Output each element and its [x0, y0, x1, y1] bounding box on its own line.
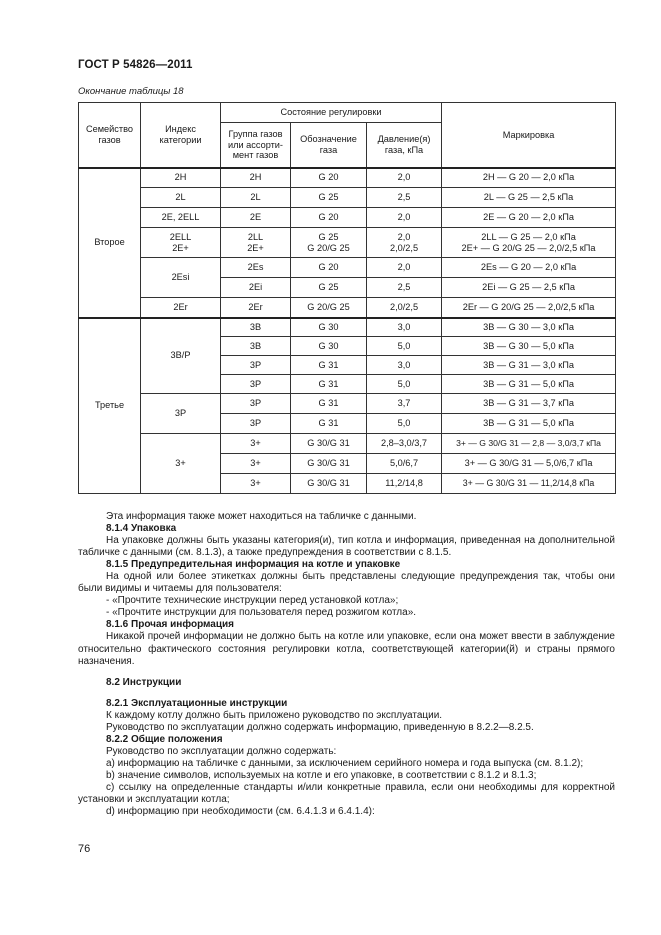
cell-pressure: 2,0: [367, 168, 442, 188]
header-pressure: Давление(я) газа, кПа: [367, 123, 442, 168]
cell-gas: G 20: [291, 208, 367, 228]
cell-pressure: 5,0: [367, 337, 442, 356]
cell-pressure: 2,0 2,0/2,5: [367, 228, 442, 258]
header-family: Семейство газов: [79, 103, 141, 168]
cell-marking: 3+ — G 30/G 31 — 11,2/14,8 кПа: [442, 474, 616, 494]
cell-marking: 3B — G 30 — 3,0 кПа: [442, 318, 616, 337]
cell-marking: 2Es — G 20 — 2,0 кПа: [442, 258, 616, 278]
cell-index: 2Er: [141, 298, 221, 318]
cell-index: 3+: [141, 434, 221, 494]
header-state: Состояние регулировки: [221, 103, 442, 123]
cell-gas: G 30: [291, 337, 367, 356]
cell-pressure: 2,0: [367, 258, 442, 278]
cell-gas: G 20: [291, 258, 367, 278]
section-heading-8-1-5: 8.1.5 Предупредительная информация на котле и упаковке: [106, 559, 401, 571]
cell-group: 3+: [221, 454, 291, 474]
cell-marking: 3+ — G 30/G 31 — 5,0/6,7 кПа: [442, 454, 616, 474]
list-item: - «Прочтите инструкции для пользователя перед розжигом котла».: [106, 607, 417, 619]
cell-index: 2Esi: [141, 258, 221, 298]
cell-group: 3P: [221, 375, 291, 394]
cell-pressure: 3,0: [367, 318, 442, 337]
cell-gas: G 31: [291, 394, 367, 414]
family-third: Третье: [79, 318, 141, 494]
cell-index: 3P: [141, 394, 221, 434]
cell-pressure: 2,5: [367, 278, 442, 298]
paragraph: Никакой прочей информации не должно быть на котле или упаковке, если она может ввести в заблуждение относительно фактического состояния регулировки котла, соответствующей категории(й) и страны прямого назначения.: [78, 631, 615, 667]
list-item: - «Прочтите технические инструкции перед установкой котла»;: [106, 595, 399, 607]
cell-index: 3B/P: [141, 318, 221, 394]
table-caption: Окончание таблицы 18: [78, 86, 184, 97]
cell-gas: G 31: [291, 414, 367, 434]
family-second: Второе: [79, 168, 141, 318]
cell-pressure: 5,0/6,7: [367, 454, 442, 474]
cell-marking: 3B — G 31 — 5,0 кПа: [442, 414, 616, 434]
cell-group: 2H: [221, 168, 291, 188]
cell-marking: 2Er — G 20/G 25 — 2,0/2,5 кПа: [442, 298, 616, 318]
cell-group: 3B: [221, 337, 291, 356]
header-group: Группа газов или ассорти-мент газов: [221, 123, 291, 168]
cell-group: 3P: [221, 356, 291, 375]
cell-index: 2H: [141, 168, 221, 188]
table-18: [78, 102, 616, 494]
list-item: b) значение символов, используемых на котле и его упаковке, в соответствии с 8.1.2 и 8.1.3;: [106, 769, 537, 781]
cell-group: 2L: [221, 188, 291, 208]
cell-pressure: 2,0/2,5: [367, 298, 442, 318]
cell-gas: G 31: [291, 356, 367, 375]
cell-gas: G 30/G 31: [291, 474, 367, 494]
cell-pressure: 2,5: [367, 188, 442, 208]
cell-pressure: 11,2/14,8: [367, 474, 442, 494]
cell-group: 3P: [221, 414, 291, 434]
cell-gas: G 25: [291, 188, 367, 208]
cell-gas: G 25: [291, 278, 367, 298]
paragraph: К каждому котлу должно быть приложено руководство по эксплуатации.: [106, 709, 443, 721]
section-heading-8-1-4: 8.1.4 Упаковка: [106, 523, 177, 535]
cell-marking: 3B — G 31 — 5,0 кПа: [442, 375, 616, 394]
cell-index: 2L: [141, 188, 221, 208]
cell-pressure: 3,0: [367, 356, 442, 375]
cell-gas: G 20/G 25: [291, 298, 367, 318]
document-id: ГОСТ Р 54826—2011: [78, 59, 193, 71]
list-item: d) информацию при необходимости (см. 6.4.1.3 и 6.4.1.4):: [106, 806, 375, 818]
cell-group: 3P: [221, 394, 291, 414]
cell-pressure: 5,0: [367, 375, 442, 394]
cell-group: 3+: [221, 474, 291, 494]
cell-group: 3B: [221, 318, 291, 337]
page-number: 76: [78, 843, 91, 855]
paragraph: На упаковке должны быть указаны категория(и), тип котла и информация, приведенная на дополнительной табличке с данными (см. 8.1.3), а также предупреждения в соответствии с 8.1.5.: [78, 535, 615, 559]
paragraph: Руководство по эксплуатации должно содержать:: [106, 745, 337, 757]
cell-index: 2E, 2ELL: [141, 208, 221, 228]
paragraph: На одной или более этикетках должны быть представлены следующие предупреждения так, чтобы они были видимы и читаемы для пользователя:: [78, 571, 615, 595]
cell-gas: G 30/G 31: [291, 434, 367, 454]
cell-marking: 3+ — G 30/G 31 — 2,8 — 3,0/3,7 кПа: [442, 434, 616, 454]
cell-gas: G 30: [291, 318, 367, 337]
cell-pressure: 2,0: [367, 208, 442, 228]
section-heading-8-1-6: 8.1.6 Прочая информация: [106, 619, 235, 631]
header-index: Индекс категории: [141, 103, 221, 168]
cell-pressure: 2,8–3,0/3,7: [367, 434, 442, 454]
cell-group: 2Er: [221, 298, 291, 318]
list-item: c) ссылку на определенные стандарты и/или конкретные правила, если они необходимы для корректной установки и эксплуатации котла;: [78, 781, 615, 806]
section-heading-8-2: 8.2 Инструкции: [106, 676, 182, 688]
cell-group: 2LL 2E+: [221, 228, 291, 258]
cell-marking: 3B — G 30 — 5,0 кПа: [442, 337, 616, 356]
cell-marking: 3B — G 31 — 3,0 кПа: [442, 356, 616, 375]
cell-group: 2E: [221, 208, 291, 228]
cell-marking: 3B — G 31 — 3,7 кПа: [442, 394, 616, 414]
cell-group: 2Ei: [221, 278, 291, 298]
header-marking: Маркировка: [442, 103, 616, 168]
cell-marking: 2H — G 20 — 2,0 кПа: [442, 168, 616, 188]
cell-gas: G 30/G 31: [291, 454, 367, 474]
header-designation: Обозначение газа: [291, 123, 367, 168]
cell-gas: G 31: [291, 375, 367, 394]
cell-pressure: 3,7: [367, 394, 442, 414]
cell-gas: G 20: [291, 168, 367, 188]
cell-gas: G 25 G 20/G 25: [291, 228, 367, 258]
paragraph: Руководство по эксплуатации должно содержать информацию, приведенную в 8.2.2—8.2.5.: [106, 721, 534, 733]
cell-index: 2ELL 2E+: [141, 228, 221, 258]
cell-marking: 2L — G 25 — 2,5 кПа: [442, 188, 616, 208]
cell-group: 2Es: [221, 258, 291, 278]
cell-marking: 2Ei — G 25 — 2,5 кПа: [442, 278, 616, 298]
body-text: [78, 511, 615, 818]
paragraph: Эта информация также может находиться на табличке с данными.: [106, 511, 417, 522]
cell-group: 3+: [221, 434, 291, 454]
section-heading-8-2-2: 8.2.2 Общие положения: [106, 733, 223, 745]
section-heading-8-2-1: 8.2.1 Эксплуатационные инструкции: [106, 697, 288, 709]
list-item: a) информацию на табличке с данными, за исключением серийного номера и года выпуска (см. 8.1.2);: [106, 757, 584, 769]
cell-marking: 2E — G 20 — 2,0 кПа: [442, 208, 616, 228]
cell-marking: 2LL — G 25 — 2,0 кПа 2E+ — G 20/G 25 — 2,0/2,5 кПа: [442, 228, 616, 258]
cell-pressure: 5,0: [367, 414, 442, 434]
